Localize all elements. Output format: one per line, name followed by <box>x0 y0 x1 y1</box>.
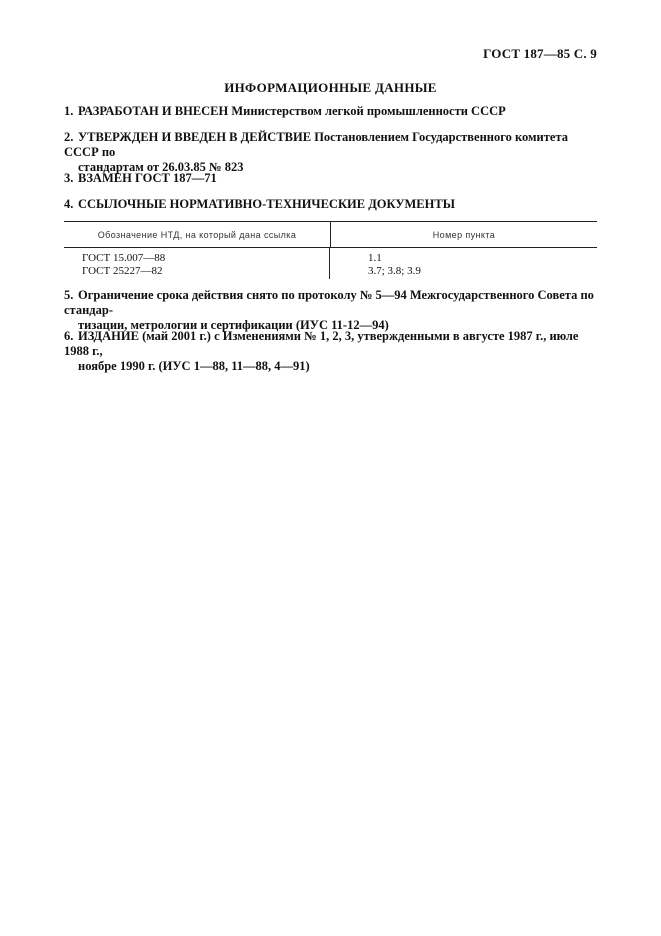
clause-column <box>330 248 597 279</box>
info-item-5 <box>64 288 597 333</box>
item-number: 1. <box>64 104 74 118</box>
item-number: 5. <box>64 288 74 302</box>
column-header-clause: Номер пункта <box>432 229 496 240</box>
info-item-3 <box>64 171 597 186</box>
item-heading: РАЗРАБОТАН И ВНЕСЕН <box>78 104 229 118</box>
section-title: ИНФОРМАЦИОННЫЕ ДАННЫЕ <box>224 80 437 95</box>
item-heading: УТВЕРЖДЕН И ВВЕДЕН В ДЕЙСТВИЕ <box>78 130 312 144</box>
table-body <box>64 248 597 279</box>
item-number: 4. <box>64 197 74 211</box>
info-item-6 <box>64 329 597 374</box>
item-text-continued: стандартам от 26.03.85 № 823 <box>78 160 244 174</box>
table-header-row <box>64 222 597 247</box>
page-header: ГОСТ 187—85 С. 9 <box>483 46 597 61</box>
item-text-continued: тизации, метрологии и сертификации (ИУС 11-12—94) <box>78 318 389 332</box>
item-number: 6. <box>64 329 74 343</box>
info-item-4 <box>64 197 597 212</box>
item-text-continued: ноябре 1990 г. (ИУС 1—88, 11—88, 4—91) <box>78 359 310 373</box>
item-heading: ВЗАМЕН ГОСТ 187—71 <box>78 171 217 185</box>
item-text: Постановлением Государственного комитета СССР по <box>64 130 568 159</box>
reference-documents-table <box>64 221 597 279</box>
info-item-2 <box>64 130 597 175</box>
item-text: ИЗДАНИЕ (май 2001 г.) с Изменениями № 1, 2, 3, утвержденными в августе 1987 г., июле 1988 г., <box>64 329 579 358</box>
item-number: 2. <box>64 130 74 144</box>
table-cell-clause: 3.7; 3.8; 3.9 <box>368 264 421 277</box>
column-header-document: Обозначение НТД, на который дана ссылка <box>64 222 331 247</box>
table-cell-clause: 1.1 <box>368 252 382 264</box>
document-column <box>64 248 330 279</box>
info-item-1 <box>64 104 597 119</box>
item-heading: ССЫЛОЧНЫЕ НОРМАТИВНО-ТЕХНИЧЕСКИЕ ДОКУМЕНТЫ <box>78 197 455 211</box>
table-cell-document: ГОСТ 15.007—88 <box>82 252 166 264</box>
item-text: Ограничение срока действия снято по протоколу № 5—94 Межгосударственного Совета по стандар- <box>64 288 594 317</box>
item-number: 3. <box>64 171 74 185</box>
table-cell-document: ГОСТ 25227—82 <box>82 264 163 277</box>
item-text: Министерством легкой промышленности СССР <box>228 104 506 118</box>
